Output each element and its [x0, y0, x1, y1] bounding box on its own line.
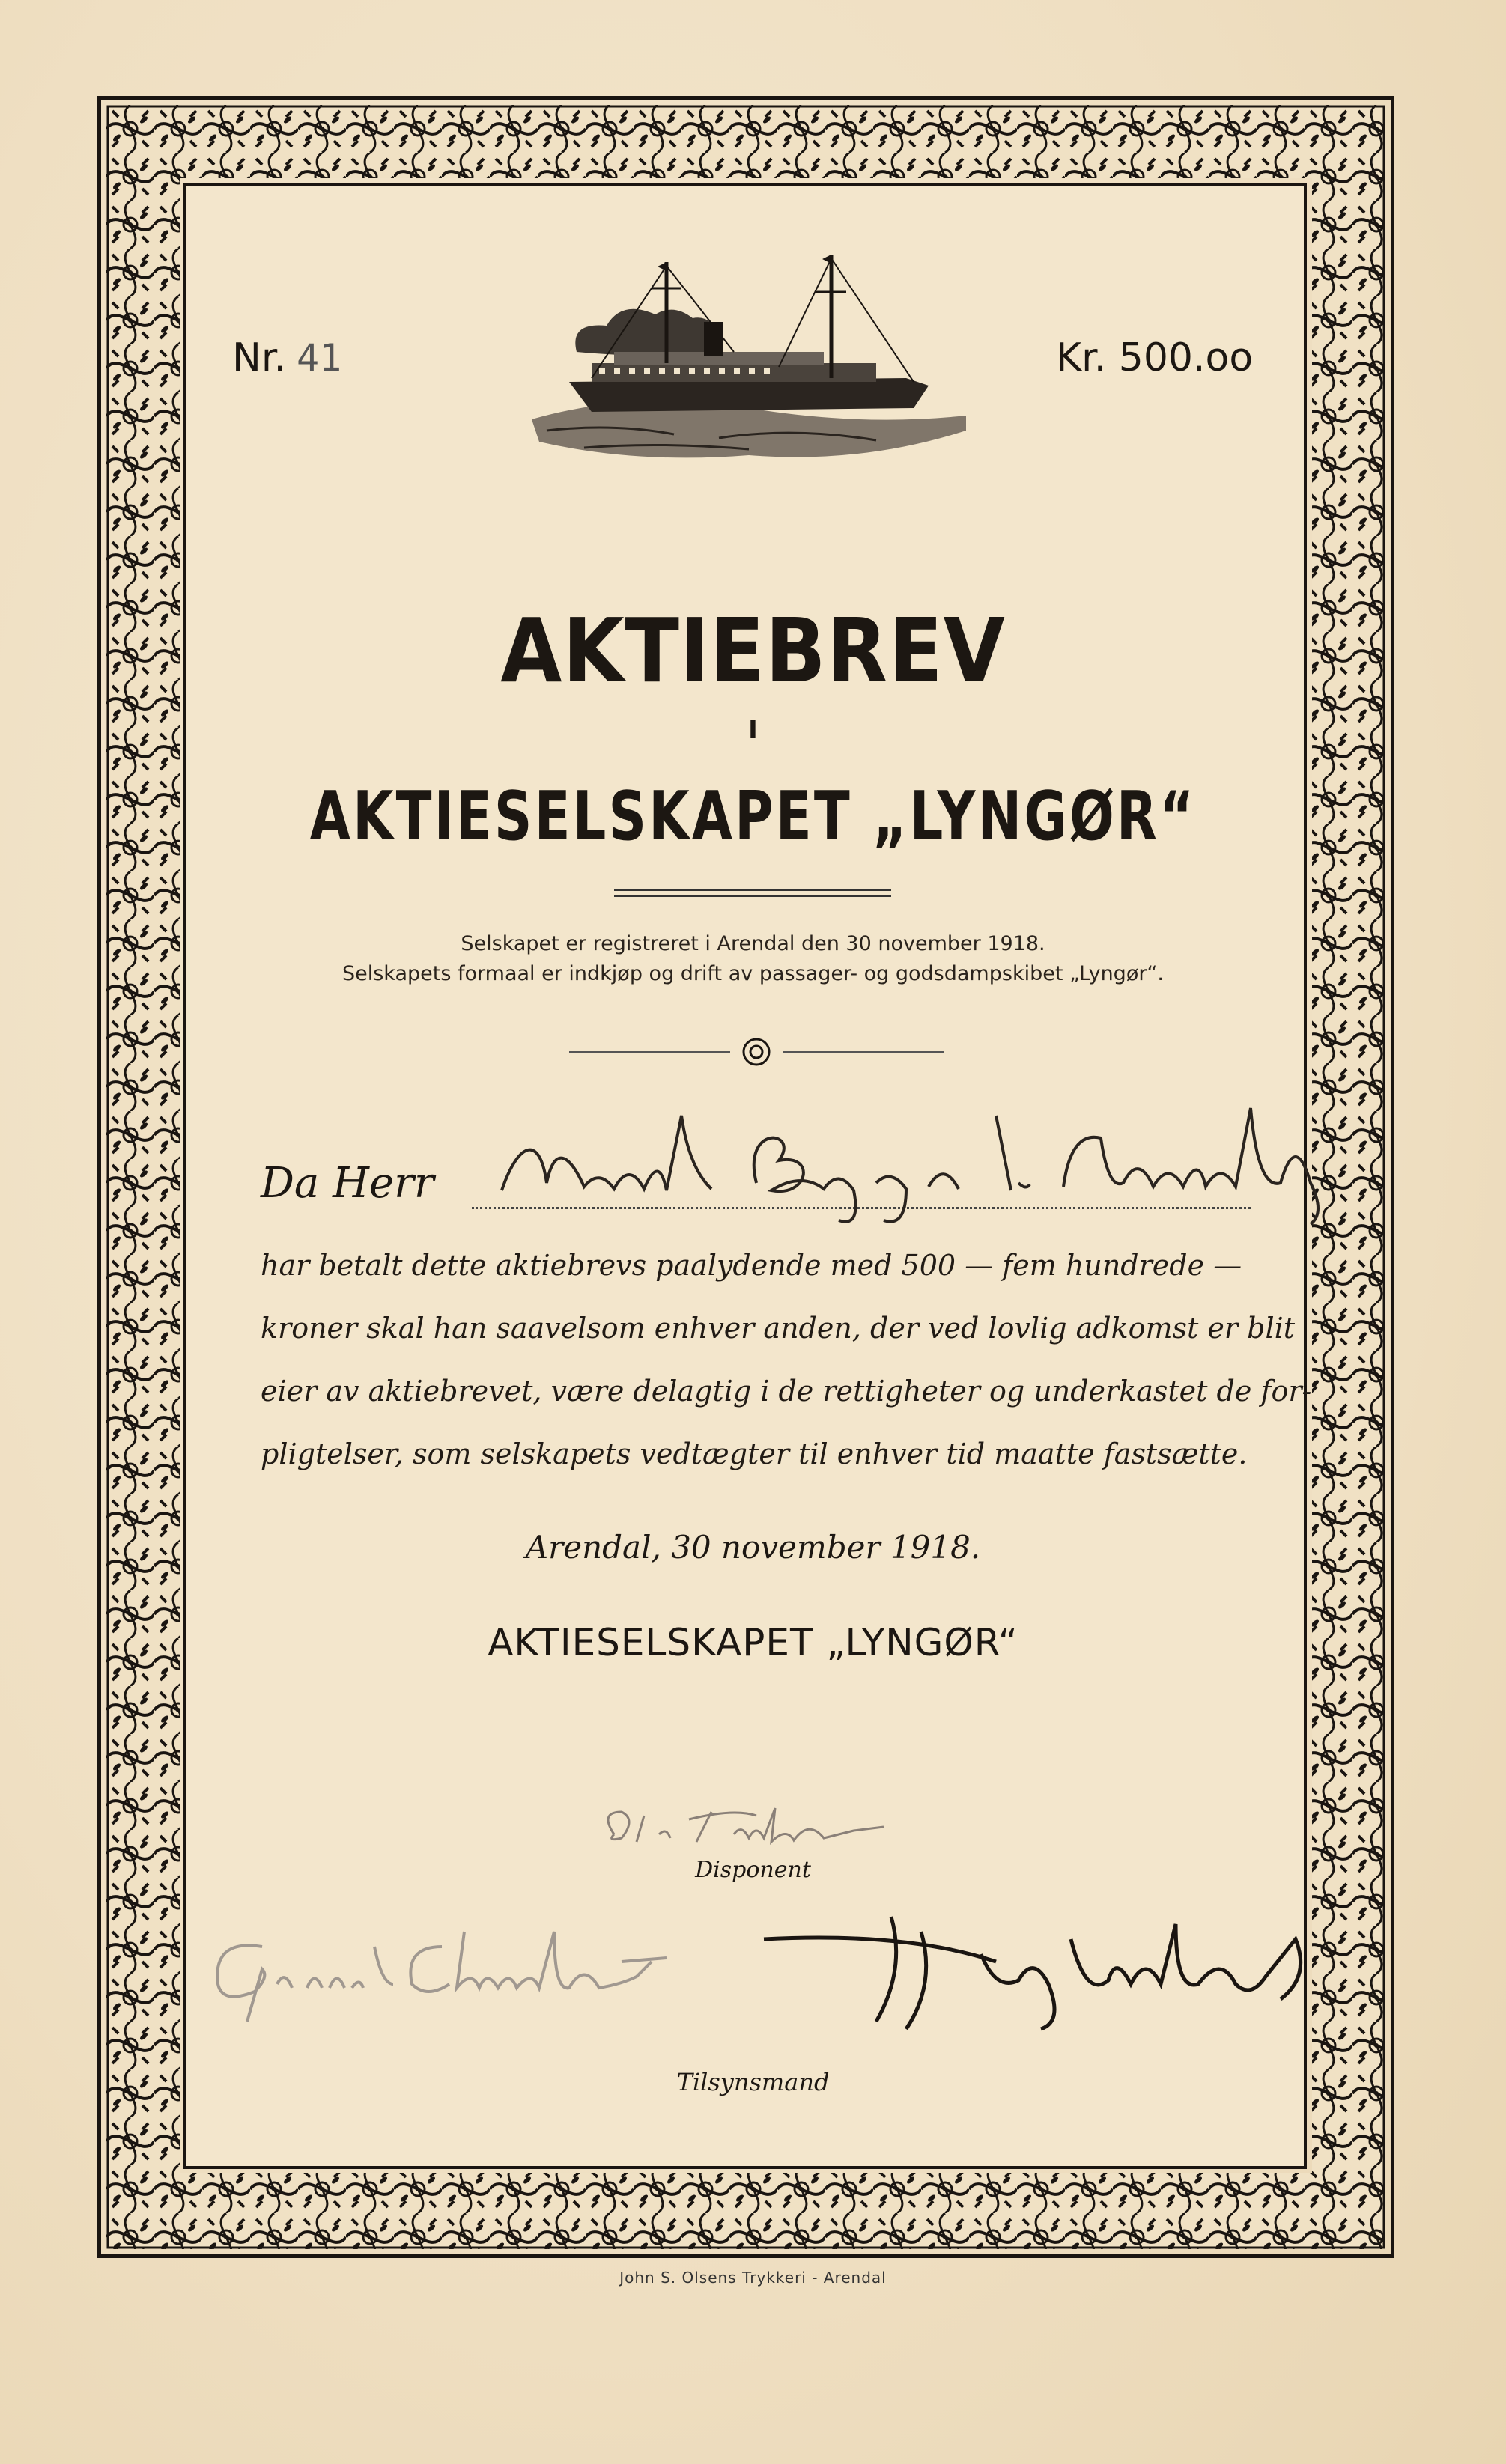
company-signature-line: AKTIESELSKAPET „LYNGØR“ — [488, 1621, 1018, 1664]
tilsynsmand-signature-right-icon — [756, 1909, 1326, 2036]
certificate-number — [232, 335, 341, 380]
number-value: 41 — [297, 336, 342, 380]
body-line-4: pligtelser, som selskapets vedtægter til enhver tid maatte fastsætte. — [261, 1438, 1248, 1470]
body-line-3: eier av aktiebrevet, være delagtig i de rettigheter og underkastet de for- — [261, 1375, 1312, 1408]
face-value: Kr. 500.oo — [1056, 335, 1254, 380]
steamship-icon — [524, 247, 974, 464]
da-herr-label: Da Herr — [261, 1159, 434, 1208]
tilsynsmand-signature-left-icon — [202, 1917, 726, 2029]
company-name: AKTIESELSKAPET „LYNGØR“ — [309, 777, 1197, 856]
center-ornament-icon — [554, 1037, 959, 1067]
title-connector: I — [748, 715, 758, 745]
divider-rule-bottom — [614, 895, 891, 897]
registration-line: Selskapet er registreret i Arendal den 30 november 1918. — [461, 932, 1045, 955]
number-label: Nr. — [232, 335, 287, 380]
place-and-date: Arendal, 30 november 1918. — [525, 1529, 981, 1566]
document-title: AKTIEBREV — [500, 599, 1006, 702]
divider-rule-top — [614, 889, 891, 891]
body-line-2: kroner skal han saavelsom enhver anden, der ved lovlig adkomst er blit — [261, 1312, 1296, 1345]
holder-handwriting-icon — [487, 1101, 1348, 1228]
disponent-label: Disponent — [695, 1857, 811, 1883]
disponent-signature-icon — [584, 1797, 914, 1857]
purpose-line: Selskapets formaal er indkjøp og drift av passager- og godsdampskibet „Lyngør“. — [341, 962, 1165, 985]
body-line-1: har betalt dette aktiebrevs paalydende med 500 — fem hundrede — — [261, 1249, 1242, 1282]
printer-credit: John S. Olsens Trykkeri - Arendal — [619, 2269, 887, 2287]
tilsynsmand-label: Tilsynsmand — [676, 2068, 830, 2096]
